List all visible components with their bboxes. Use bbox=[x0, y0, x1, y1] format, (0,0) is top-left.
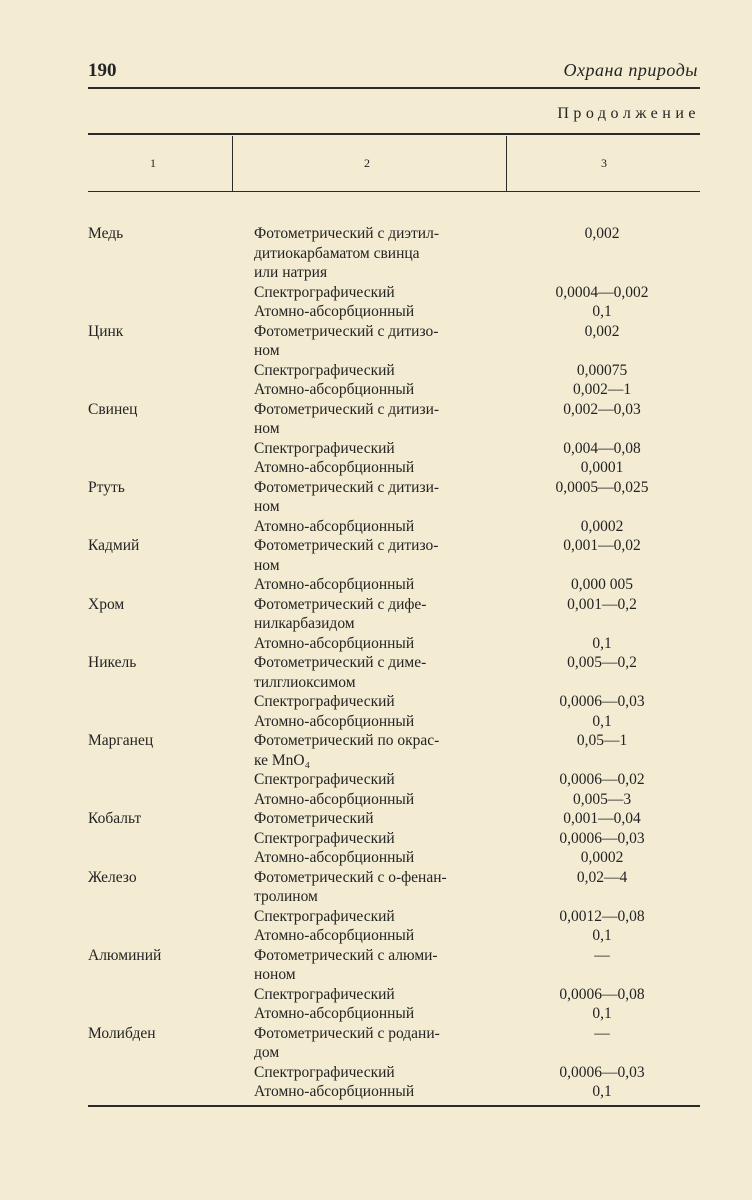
method-text: Атомно-абсорбционный bbox=[254, 849, 415, 866]
method-line bbox=[254, 868, 700, 888]
detection-limit-value: 0,000 005 bbox=[571, 576, 633, 593]
detection-limit-value: 0,001—0,2 bbox=[567, 595, 637, 613]
continuation-label: Продолжение bbox=[557, 105, 700, 122]
table-row bbox=[88, 224, 700, 322]
method-line bbox=[254, 400, 700, 420]
method-text: Спектрографический bbox=[254, 907, 395, 925]
detection-limit-value: 0,0012—0,08 bbox=[559, 907, 645, 925]
method-line bbox=[254, 497, 700, 517]
method-line bbox=[254, 1063, 700, 1083]
element-name: Молибден bbox=[88, 1024, 156, 1042]
method-text: Фотометрический с дитизо- bbox=[254, 537, 439, 554]
method-line bbox=[254, 244, 700, 264]
method-line bbox=[254, 536, 700, 556]
detection-limit-value: 0,0006—0,02 bbox=[559, 771, 645, 788]
detection-limit-value bbox=[504, 887, 700, 907]
detection-limit-value: 0,0006—0,03 bbox=[559, 829, 645, 847]
element-name: Кадмий bbox=[88, 537, 140, 554]
method-line bbox=[254, 712, 700, 732]
detection-limit-value bbox=[504, 244, 700, 264]
method-list bbox=[254, 946, 700, 1024]
method-text: или натрия bbox=[254, 264, 328, 281]
method-list bbox=[254, 478, 700, 537]
method-list bbox=[254, 536, 700, 595]
table-row bbox=[88, 478, 700, 537]
method-line bbox=[254, 439, 700, 459]
method-line bbox=[254, 985, 700, 1005]
method-line bbox=[254, 341, 700, 361]
method-line bbox=[254, 829, 700, 849]
method-line bbox=[254, 614, 700, 634]
method-text: Атомно-абсорбционный bbox=[254, 927, 415, 944]
method-list bbox=[254, 1024, 700, 1102]
detection-limit-value: 0,1 bbox=[592, 1005, 612, 1022]
method-line bbox=[254, 1004, 700, 1024]
method-text: Спектрографический bbox=[254, 693, 395, 710]
table-header-divider-2 bbox=[506, 136, 507, 192]
method-text: Спектрографический bbox=[254, 771, 395, 788]
method-list bbox=[254, 809, 700, 868]
method-text: Спектрографический bbox=[254, 361, 395, 379]
detection-limit-value: 0,1 bbox=[592, 634, 612, 652]
method-text: Спектрографический bbox=[254, 1063, 395, 1081]
method-text: Атомно-абсорбционный bbox=[254, 634, 415, 652]
column-number-1: 1 bbox=[150, 156, 156, 170]
table-row bbox=[88, 322, 700, 400]
method-list bbox=[254, 731, 700, 809]
method-text: ном bbox=[254, 556, 280, 574]
method-text: Фотометрический с алюми- bbox=[254, 946, 438, 964]
method-text: Атомно-абсорбционный bbox=[254, 712, 415, 730]
method-line bbox=[254, 478, 700, 498]
method-line bbox=[254, 673, 700, 693]
detection-limit-value: 0,005—0,2 bbox=[567, 654, 637, 671]
detection-limit-value: 0,02—4 bbox=[576, 868, 628, 886]
method-text: Атомно-абсорбционный bbox=[254, 381, 415, 398]
table-row bbox=[88, 400, 700, 478]
method-text: нилкарбазидом bbox=[254, 615, 355, 632]
element-name: Свинец bbox=[88, 400, 138, 418]
detection-limit-value: 0,0006—0,03 bbox=[559, 693, 645, 710]
method-text: Фотометрический с диме- bbox=[254, 654, 427, 671]
element-name: Алюминий bbox=[88, 946, 162, 964]
method-line bbox=[254, 302, 700, 322]
method-text: Атомно-абсорбционный bbox=[254, 459, 415, 476]
method-line bbox=[254, 283, 700, 303]
element-name: Никель bbox=[88, 654, 137, 671]
method-line bbox=[254, 965, 700, 985]
method-line bbox=[254, 263, 700, 283]
element-name: Хром bbox=[88, 595, 125, 613]
method-line bbox=[254, 224, 700, 244]
detection-limit-value bbox=[504, 556, 700, 576]
method-line bbox=[254, 556, 700, 576]
table-header-top-rule bbox=[88, 133, 700, 135]
method-text: ном bbox=[254, 342, 280, 359]
method-line bbox=[254, 322, 700, 342]
method-text: Спектрографический bbox=[254, 985, 395, 1003]
method-text: Фотометрический по окрас- bbox=[254, 732, 440, 749]
detection-limit-value: 0,0002 bbox=[580, 517, 624, 535]
detection-limit-value bbox=[504, 1043, 700, 1063]
method-list bbox=[254, 868, 700, 946]
detection-limit-value bbox=[504, 751, 700, 771]
column-number-3: 3 bbox=[601, 156, 607, 170]
table-row bbox=[88, 1024, 700, 1102]
detection-limit-value: 0,002 bbox=[584, 225, 620, 242]
detection-limit-value bbox=[504, 419, 700, 439]
detection-limit-value: 0,05—1 bbox=[576, 732, 628, 749]
table-body bbox=[88, 224, 700, 1102]
method-line bbox=[254, 790, 700, 810]
top-rule bbox=[88, 87, 700, 89]
method-text: Фотометрический с дитизи- bbox=[254, 478, 440, 496]
method-text: тролином bbox=[254, 888, 318, 905]
method-text: ном bbox=[254, 498, 280, 515]
method-text: Фотометрический с дитизо- bbox=[254, 322, 439, 340]
method-line bbox=[254, 1043, 700, 1063]
method-text: Атомно-абсорбционный bbox=[254, 517, 415, 535]
detection-limit-value: 0,002—1 bbox=[572, 381, 632, 398]
method-line bbox=[254, 770, 700, 790]
method-line bbox=[254, 731, 700, 751]
detection-limit-value: 0,1 bbox=[592, 712, 612, 730]
detection-limit-value: 0,005—3 bbox=[572, 790, 632, 808]
detection-limit-value bbox=[504, 614, 700, 634]
detection-limit-value: — bbox=[594, 1024, 610, 1042]
table-header-divider-1 bbox=[232, 136, 233, 192]
method-list bbox=[254, 322, 700, 400]
method-line bbox=[254, 595, 700, 615]
table-header-bottom-rule bbox=[88, 191, 700, 192]
method-list bbox=[254, 595, 700, 654]
method-line bbox=[254, 361, 700, 381]
method-text: Спектрографический bbox=[254, 283, 395, 301]
detection-limit-value: 0,0005—0,025 bbox=[555, 478, 649, 496]
detection-limit-value: 0,001—0,04 bbox=[563, 810, 641, 827]
method-text: Фотометрический с диэтил- bbox=[254, 225, 440, 242]
method-list bbox=[254, 224, 700, 322]
method-line bbox=[254, 419, 700, 439]
detection-limit-value bbox=[504, 341, 700, 361]
method-text: Атомно-абсорбционный bbox=[254, 1005, 415, 1022]
detection-limit-value: 0,1 bbox=[592, 303, 612, 320]
method-line bbox=[254, 517, 700, 537]
detection-limit-value: 0,0002 bbox=[580, 849, 624, 866]
method-text: ке MnO₄ bbox=[254, 751, 311, 769]
table-row bbox=[88, 595, 700, 654]
detection-limit-value bbox=[504, 263, 700, 283]
method-text: ном bbox=[254, 420, 280, 437]
method-text: Фотометрический с родани- bbox=[254, 1024, 440, 1042]
element-name: Марганец bbox=[88, 732, 154, 749]
detection-limit-value: 0,0004—0,002 bbox=[555, 283, 649, 301]
element-name: Медь bbox=[88, 225, 124, 242]
table-row bbox=[88, 868, 700, 946]
running-head: Охрана природы bbox=[563, 60, 698, 80]
method-text: Атомно-абсорбционный bbox=[254, 576, 415, 593]
detection-limit-value: 0,0006—0,08 bbox=[559, 985, 645, 1003]
page-number: 190 bbox=[88, 60, 117, 81]
method-line bbox=[254, 926, 700, 946]
method-line bbox=[254, 575, 700, 595]
element-name: Ртуть bbox=[88, 478, 125, 496]
method-text: Фотометрический bbox=[254, 810, 374, 827]
method-text: тилглиоксимом bbox=[254, 673, 356, 691]
detection-limit-value bbox=[504, 673, 700, 693]
column-number-2: 2 bbox=[364, 156, 370, 170]
table-row bbox=[88, 536, 700, 595]
method-text: Спектрографический bbox=[254, 439, 395, 457]
method-line bbox=[254, 887, 700, 907]
table-row bbox=[88, 946, 700, 1024]
method-text: дом bbox=[254, 1044, 280, 1061]
detection-limit-value: 0,1 bbox=[592, 1083, 612, 1100]
method-text: Фотометрический с дитизи- bbox=[254, 400, 440, 418]
element-name: Цинк bbox=[88, 322, 124, 340]
detection-limit-value: 0,0006—0,03 bbox=[559, 1063, 645, 1081]
table-row bbox=[88, 731, 700, 809]
method-list bbox=[254, 653, 700, 731]
method-text: Атомно-абсорбционный bbox=[254, 790, 415, 808]
table-row bbox=[88, 809, 700, 868]
detection-limit-value: 0,001—0,02 bbox=[563, 537, 641, 554]
method-line bbox=[254, 458, 700, 478]
method-text: ноном bbox=[254, 966, 296, 983]
method-text: Спектрографический bbox=[254, 829, 395, 847]
detection-limit-value bbox=[504, 497, 700, 517]
method-line bbox=[254, 907, 700, 927]
table-bottom-rule bbox=[88, 1105, 700, 1107]
detection-limit-value: 0,1 bbox=[592, 927, 612, 944]
detection-limit-value bbox=[504, 965, 700, 985]
method-text: Атомно-абсорбционный bbox=[254, 303, 415, 320]
method-text: дитиокарбаматом свинца bbox=[254, 244, 420, 262]
detection-limit-value: 0,00075 bbox=[576, 361, 628, 379]
detection-limit-value: 0,0001 bbox=[580, 459, 624, 476]
table-row bbox=[88, 653, 700, 731]
method-list bbox=[254, 400, 700, 478]
method-line bbox=[254, 751, 700, 771]
method-line bbox=[254, 1082, 700, 1102]
method-text: Атомно-абсорбционный bbox=[254, 1083, 415, 1100]
element-name: Кобальт bbox=[88, 810, 142, 827]
method-line bbox=[254, 809, 700, 829]
method-line bbox=[254, 1024, 700, 1044]
method-line bbox=[254, 653, 700, 673]
method-line bbox=[254, 380, 700, 400]
detection-limit-value: 0,002 bbox=[584, 322, 620, 340]
method-text: Фотометрический с о-фенан- bbox=[254, 868, 447, 886]
method-line bbox=[254, 946, 700, 966]
element-name: Железо bbox=[88, 868, 137, 886]
method-line bbox=[254, 848, 700, 868]
detection-limit-value: — bbox=[594, 946, 610, 964]
method-line bbox=[254, 692, 700, 712]
detection-limit-value: 0,004—0,08 bbox=[563, 439, 641, 457]
method-text: Фотометрический с дифе- bbox=[254, 595, 427, 613]
detection-limit-value: 0,002—0,03 bbox=[563, 400, 641, 418]
method-line bbox=[254, 634, 700, 654]
